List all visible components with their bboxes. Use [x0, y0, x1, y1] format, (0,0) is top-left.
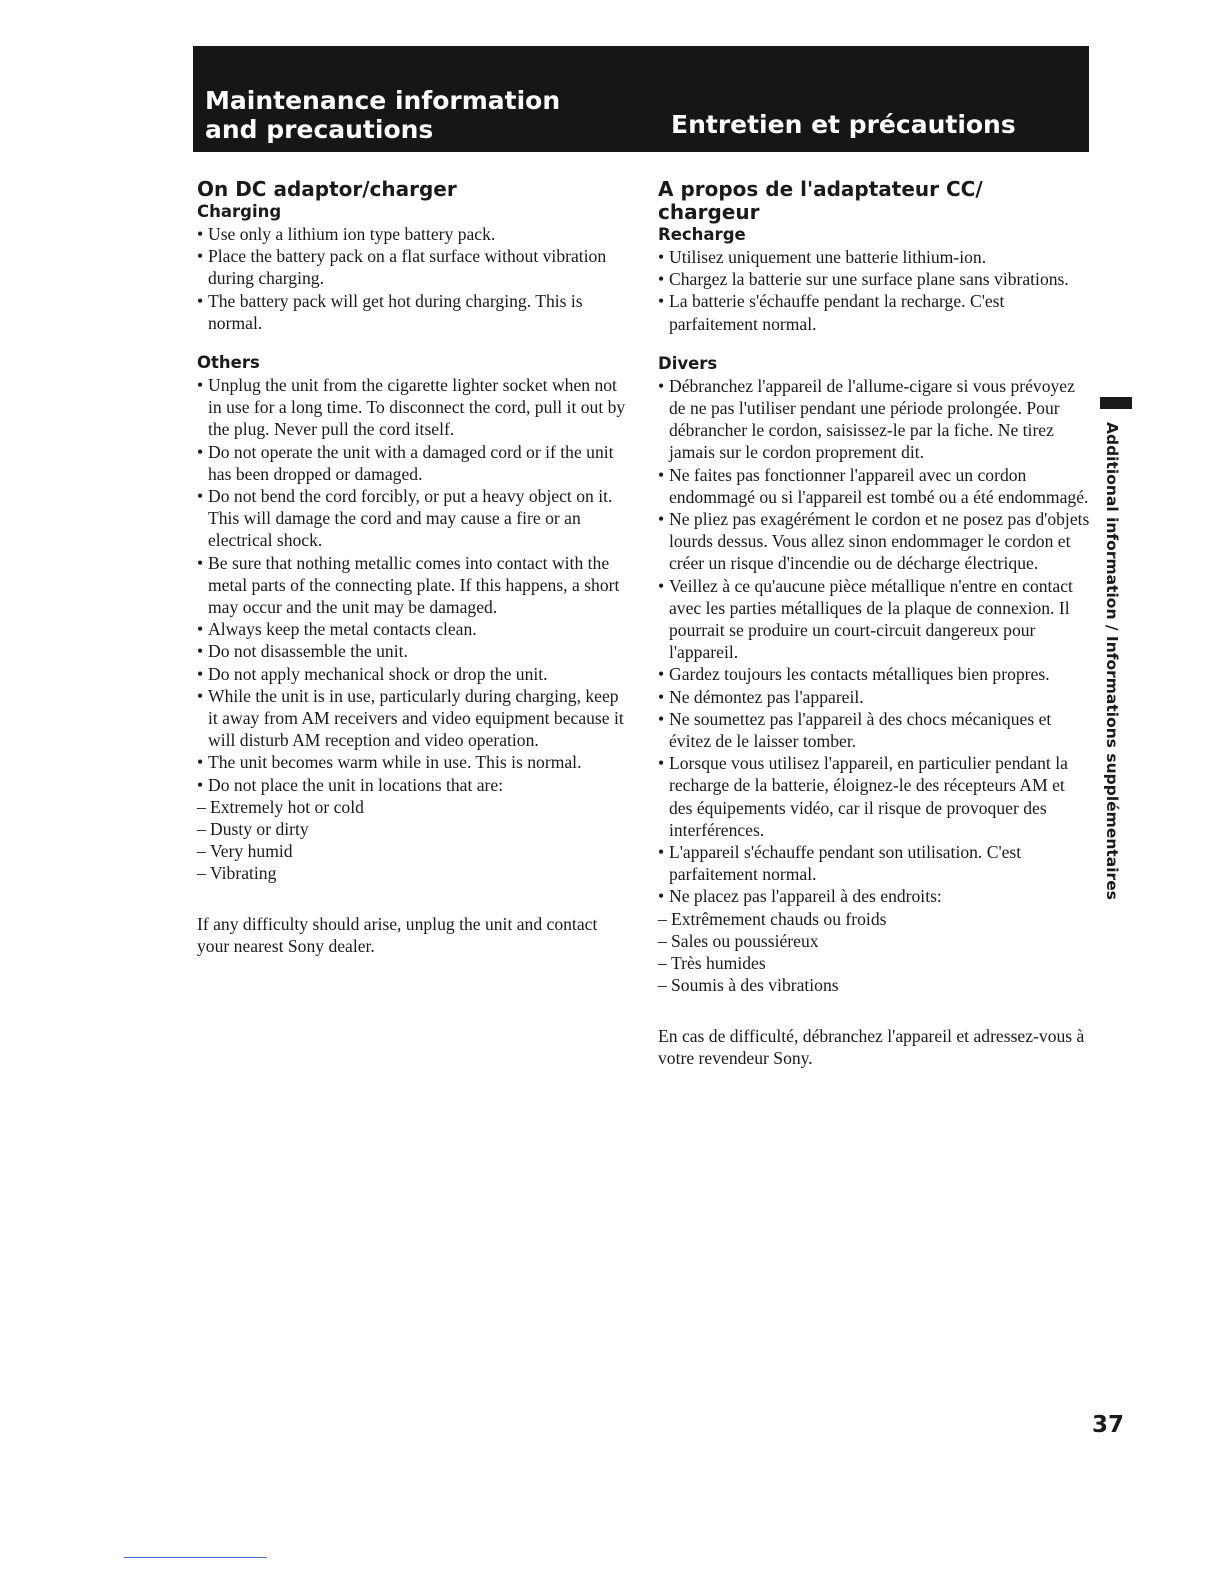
list-item: • La batterie s'échauffe pendant la recharge. C'est parfaitement normal. — [658, 290, 1090, 334]
charging-list — [197, 223, 632, 334]
header-title-english: Maintenance information and precautions — [205, 86, 561, 144]
french-column — [658, 178, 1090, 1069]
list-item: • Do not operate the unit with a damaged cord or if the unit has been dropped or damaged. — [197, 441, 632, 485]
list-item: • Be sure that nothing metallic comes into contact with the metal parts of the connecting plate. If this happens, a short may occur and the unit may be damaged. — [197, 552, 632, 619]
closing-paragraph: If any difficulty should arise, unplug the unit and contact your nearest Sony dealer. — [197, 913, 598, 957]
subsection-title-others: Others — [197, 353, 260, 373]
locations-list — [658, 908, 1090, 997]
locations-list — [197, 796, 632, 885]
location-item: – Dusty or dirty — [197, 818, 632, 840]
list-item: • Ne placez pas l'appareil à des endroits: — [658, 885, 1090, 907]
list-item: • Gardez toujours les contacts métalliques bien propres. — [658, 663, 1090, 685]
header-band — [193, 46, 1089, 152]
list-item: • Veillez à ce qu'aucune pièce métallique n'entre en contact avec les parties métalliques de la plaque de connexion. Il pourrait se produire un court-circuit dangereux pour l'appareil. — [658, 575, 1090, 664]
list-item: • The unit becomes warm while in use. This is normal. — [197, 751, 632, 773]
subsection-title-divers: Divers — [658, 353, 718, 373]
list-item: • Ne faites pas fonctionner l'appareil avec un cordon endommagé ou si l'appareil est tombé ou a été endommagé. — [658, 464, 1090, 508]
location-item: – Vibrating — [197, 862, 632, 884]
list-item: • Ne pliez pas exagérément le cordon et ne posez pas d'objets lourds dessus. Vous allez sinon endommager le cordon et créer un risque d'incendie ou de décharge électrique. — [658, 508, 1090, 575]
section-heading: On DC adaptor/charger — [197, 177, 457, 201]
location-item: – Très humides — [658, 952, 1090, 974]
location-item: – Extremely hot or cold — [197, 796, 632, 818]
list-item: • Ne soumettez pas l'appareil à des chocs mécaniques et évitez de le laisser tomber. — [658, 708, 1090, 752]
subsection-title-charging: Charging — [197, 202, 282, 221]
section-tab-marker — [1100, 397, 1132, 409]
list-item: • Do not place the unit in locations that are: — [197, 774, 632, 796]
list-item: • Débranchez l'appareil de l'allume-cigare si vous prévoyez de ne pas l'utiliser pendant une période prolongée. Pour débrancher le cordon, saisissez-le par la fiche. Ne tirez jamais sur le cordon proprement dit. — [658, 375, 1090, 464]
recharge-list — [658, 246, 1090, 335]
list-item: • Do not disassemble the unit. — [197, 640, 632, 662]
section-heading: A propos de l'adaptateur CC/ chargeur — [658, 177, 983, 224]
list-item: • The battery pack will get hot during charging. This is normal. — [197, 290, 632, 334]
list-item: • While the unit is in use, particularly during charging, keep it away from AM receivers and video equipment because it will disturb AM reception and video operation. — [197, 685, 632, 752]
location-item: – Sales ou poussiéreux — [658, 930, 1090, 952]
list-item: • Ne démontez pas l'appareil. — [658, 686, 1090, 708]
list-item: • Chargez la batterie sur une surface plane sans vibrations. — [658, 268, 1090, 290]
location-item: – Extrêmement chauds ou froids — [658, 908, 1090, 930]
side-section-label: Additional information / Informations supplémentaires — [1103, 422, 1121, 900]
location-item: – Very humid — [197, 840, 632, 862]
list-item: • Do not bend the cord forcibly, or put a heavy object on it. This will damage the cord and may cause a fire or an electrical shock. — [197, 485, 632, 552]
page-number: 37 — [1092, 1412, 1125, 1438]
others-list — [197, 374, 632, 796]
closing-paragraph: En cas de difficulté, débranchez l'appareil et adressez-vous à votre revendeur Sony. — [658, 1025, 1085, 1068]
list-item: • Use only a lithium ion type battery pack. — [197, 223, 632, 245]
header-title-french: Entretien et précautions — [671, 110, 1016, 139]
footer-rule — [124, 1557, 267, 1558]
location-item: – Soumis à des vibrations — [658, 974, 1090, 996]
list-item: • Utilisez uniquement une batterie lithium-ion. — [658, 246, 1090, 268]
english-column — [197, 178, 632, 958]
list-item: • Place the battery pack on a flat surface without vibration during charging. — [197, 245, 632, 289]
list-item: • Lorsque vous utilisez l'appareil, en particulier pendant la recharge de la batterie, éloignez-le des récepteurs AM et des équipements vidéo, car il risque de provoquer des interférences. — [658, 752, 1090, 841]
divers-list — [658, 375, 1090, 908]
list-item: • Unplug the unit from the cigarette lighter socket when not in use for a long time. To disconnect the cord, pull it out by the plug. Never pull the cord itself. — [197, 374, 632, 441]
subsection-title-recharge: Recharge — [658, 225, 746, 244]
list-item: • L'appareil s'échauffe pendant son utilisation. C'est parfaitement normal. — [658, 841, 1090, 885]
list-item: • Always keep the metal contacts clean. — [197, 618, 632, 640]
list-item: • Do not apply mechanical shock or drop the unit. — [197, 663, 632, 685]
